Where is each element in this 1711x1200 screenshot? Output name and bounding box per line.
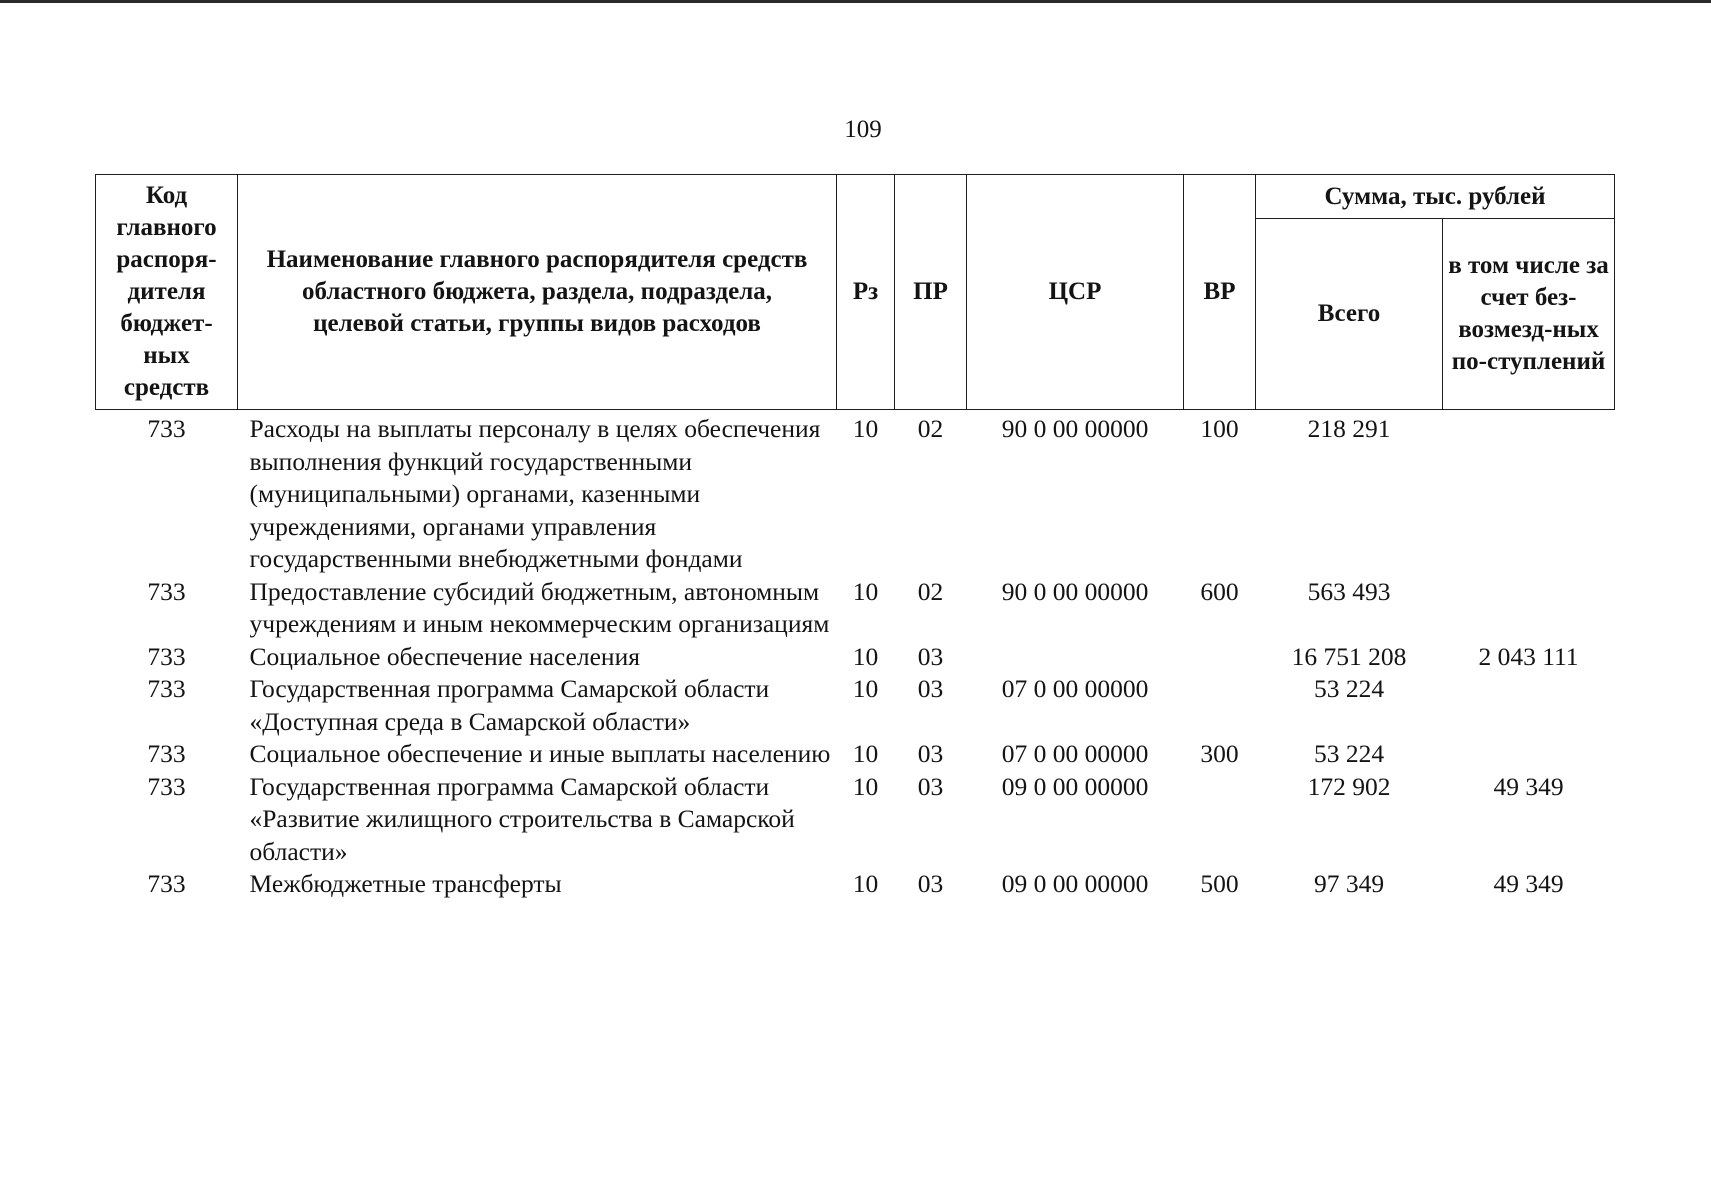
table-row <box>96 673 1615 738</box>
top-border-line <box>0 0 1711 3</box>
header-grants: в том числе за счет без-возмезд-ных по-ступлений <box>1443 219 1615 410</box>
cell-name: Межбюджетные трансферты <box>249 869 562 898</box>
header-sum: Сумма, тыс. рублей <box>1256 175 1615 219</box>
cell-total: 172 902 <box>1307 771 1391 801</box>
cell-pr: 03 <box>917 869 944 898</box>
cell-pr: 03 <box>917 674 944 703</box>
cell-vr <box>1184 771 1256 869</box>
cell-grants <box>1443 673 1615 738</box>
cell-name: Государственная программа Самарской области «Развитие жилищного строительства в Самарской области» <box>249 771 795 866</box>
table-body <box>96 410 1615 901</box>
cell-csr: 09 0 00 00000 <box>1001 771 1149 801</box>
cell-total: 16 751 208 <box>1291 641 1407 671</box>
cell-rz: 10 <box>852 641 879 671</box>
table-row <box>96 771 1615 869</box>
cell-rz: 10 <box>852 771 879 801</box>
cell-total: 53 224 <box>1313 739 1385 768</box>
cell-csr: 07 0 00 00000 <box>1001 739 1149 768</box>
cell-grants <box>1443 576 1615 641</box>
cell-code: 733 <box>147 576 186 606</box>
table-row <box>96 410 1615 576</box>
cell-code: 733 <box>147 641 186 671</box>
cell-rz: 10 <box>852 739 879 768</box>
cell-name: Социальное обеспечение населения <box>249 641 640 671</box>
cell-pr: 03 <box>917 641 944 671</box>
cell-code: 733 <box>147 739 186 768</box>
cell-grants: 2 043 111 <box>1478 641 1579 671</box>
cell-vr: 600 <box>1200 576 1239 606</box>
cell-csr <box>967 641 1184 674</box>
cell-code: 733 <box>147 771 186 801</box>
header-name: Наименование главного распорядителя средств областного бюджета, раздела, подраздела, целевой статьи, группы видов расходов <box>238 175 837 410</box>
table-row <box>96 641 1615 674</box>
cell-csr: 09 0 00 00000 <box>1001 869 1149 898</box>
cell-rz: 10 <box>852 674 879 703</box>
cell-name: Государственная программа Самарской области «Доступная среда в Самарской области» <box>249 674 770 736</box>
cell-rz: 10 <box>852 869 879 898</box>
cell-vr <box>1184 641 1256 674</box>
cell-name: Расходы на выплаты персоналу в целях обеспечения выполнения функций государственными (муниципальными) органами, казенными учреждениями, органами управления государственными внебюджетными фондами <box>249 414 821 573</box>
cell-name: Социальное обеспечение и иные выплаты населению <box>249 739 831 768</box>
cell-pr: 02 <box>917 414 944 443</box>
cell-name: Предоставление субсидий бюджетным, автономным учреждениям и иным некоммерческим организациям <box>249 576 830 638</box>
table-row <box>96 576 1615 641</box>
cell-total: 218 291 <box>1307 414 1391 443</box>
cell-code: 733 <box>147 414 186 443</box>
page-number: 109 <box>844 116 882 143</box>
cell-vr: 500 <box>1200 869 1239 898</box>
cell-pr: 03 <box>917 739 944 768</box>
cell-grants: 49 349 <box>1493 869 1564 898</box>
cell-pr: 03 <box>917 771 944 801</box>
cell-rz: 10 <box>852 576 879 606</box>
cell-total: 563 493 <box>1307 576 1391 606</box>
table-row <box>96 738 1615 771</box>
cell-rz: 10 <box>852 414 879 443</box>
cell-code: 733 <box>147 674 186 703</box>
header-vr: ВР <box>1184 175 1256 410</box>
header-code: Код главного распоря-дителя бюджет-ных средств <box>96 175 238 410</box>
header-total: Всего <box>1256 219 1443 410</box>
cell-total: 53 224 <box>1313 674 1385 703</box>
cell-csr: 90 0 00 00000 <box>1001 576 1149 606</box>
header-csr: ЦСР <box>967 175 1184 410</box>
header-rz: Рз <box>837 175 895 410</box>
cell-csr: 90 0 00 00000 <box>1001 414 1149 443</box>
table-header <box>96 175 1615 410</box>
header-pr: ПР <box>895 175 967 410</box>
cell-code: 733 <box>147 869 186 898</box>
cell-grants: 49 349 <box>1493 771 1564 801</box>
cell-vr <box>1184 673 1256 738</box>
cell-grants <box>1443 410 1615 576</box>
cell-vr: 300 <box>1200 739 1239 768</box>
cell-grants <box>1443 738 1615 771</box>
cell-total: 97 349 <box>1313 869 1385 898</box>
cell-vr: 100 <box>1200 414 1239 443</box>
cell-pr: 02 <box>917 576 944 606</box>
cell-csr: 07 0 00 00000 <box>1001 674 1149 703</box>
budget-table <box>95 174 1615 901</box>
table-row <box>96 868 1615 901</box>
